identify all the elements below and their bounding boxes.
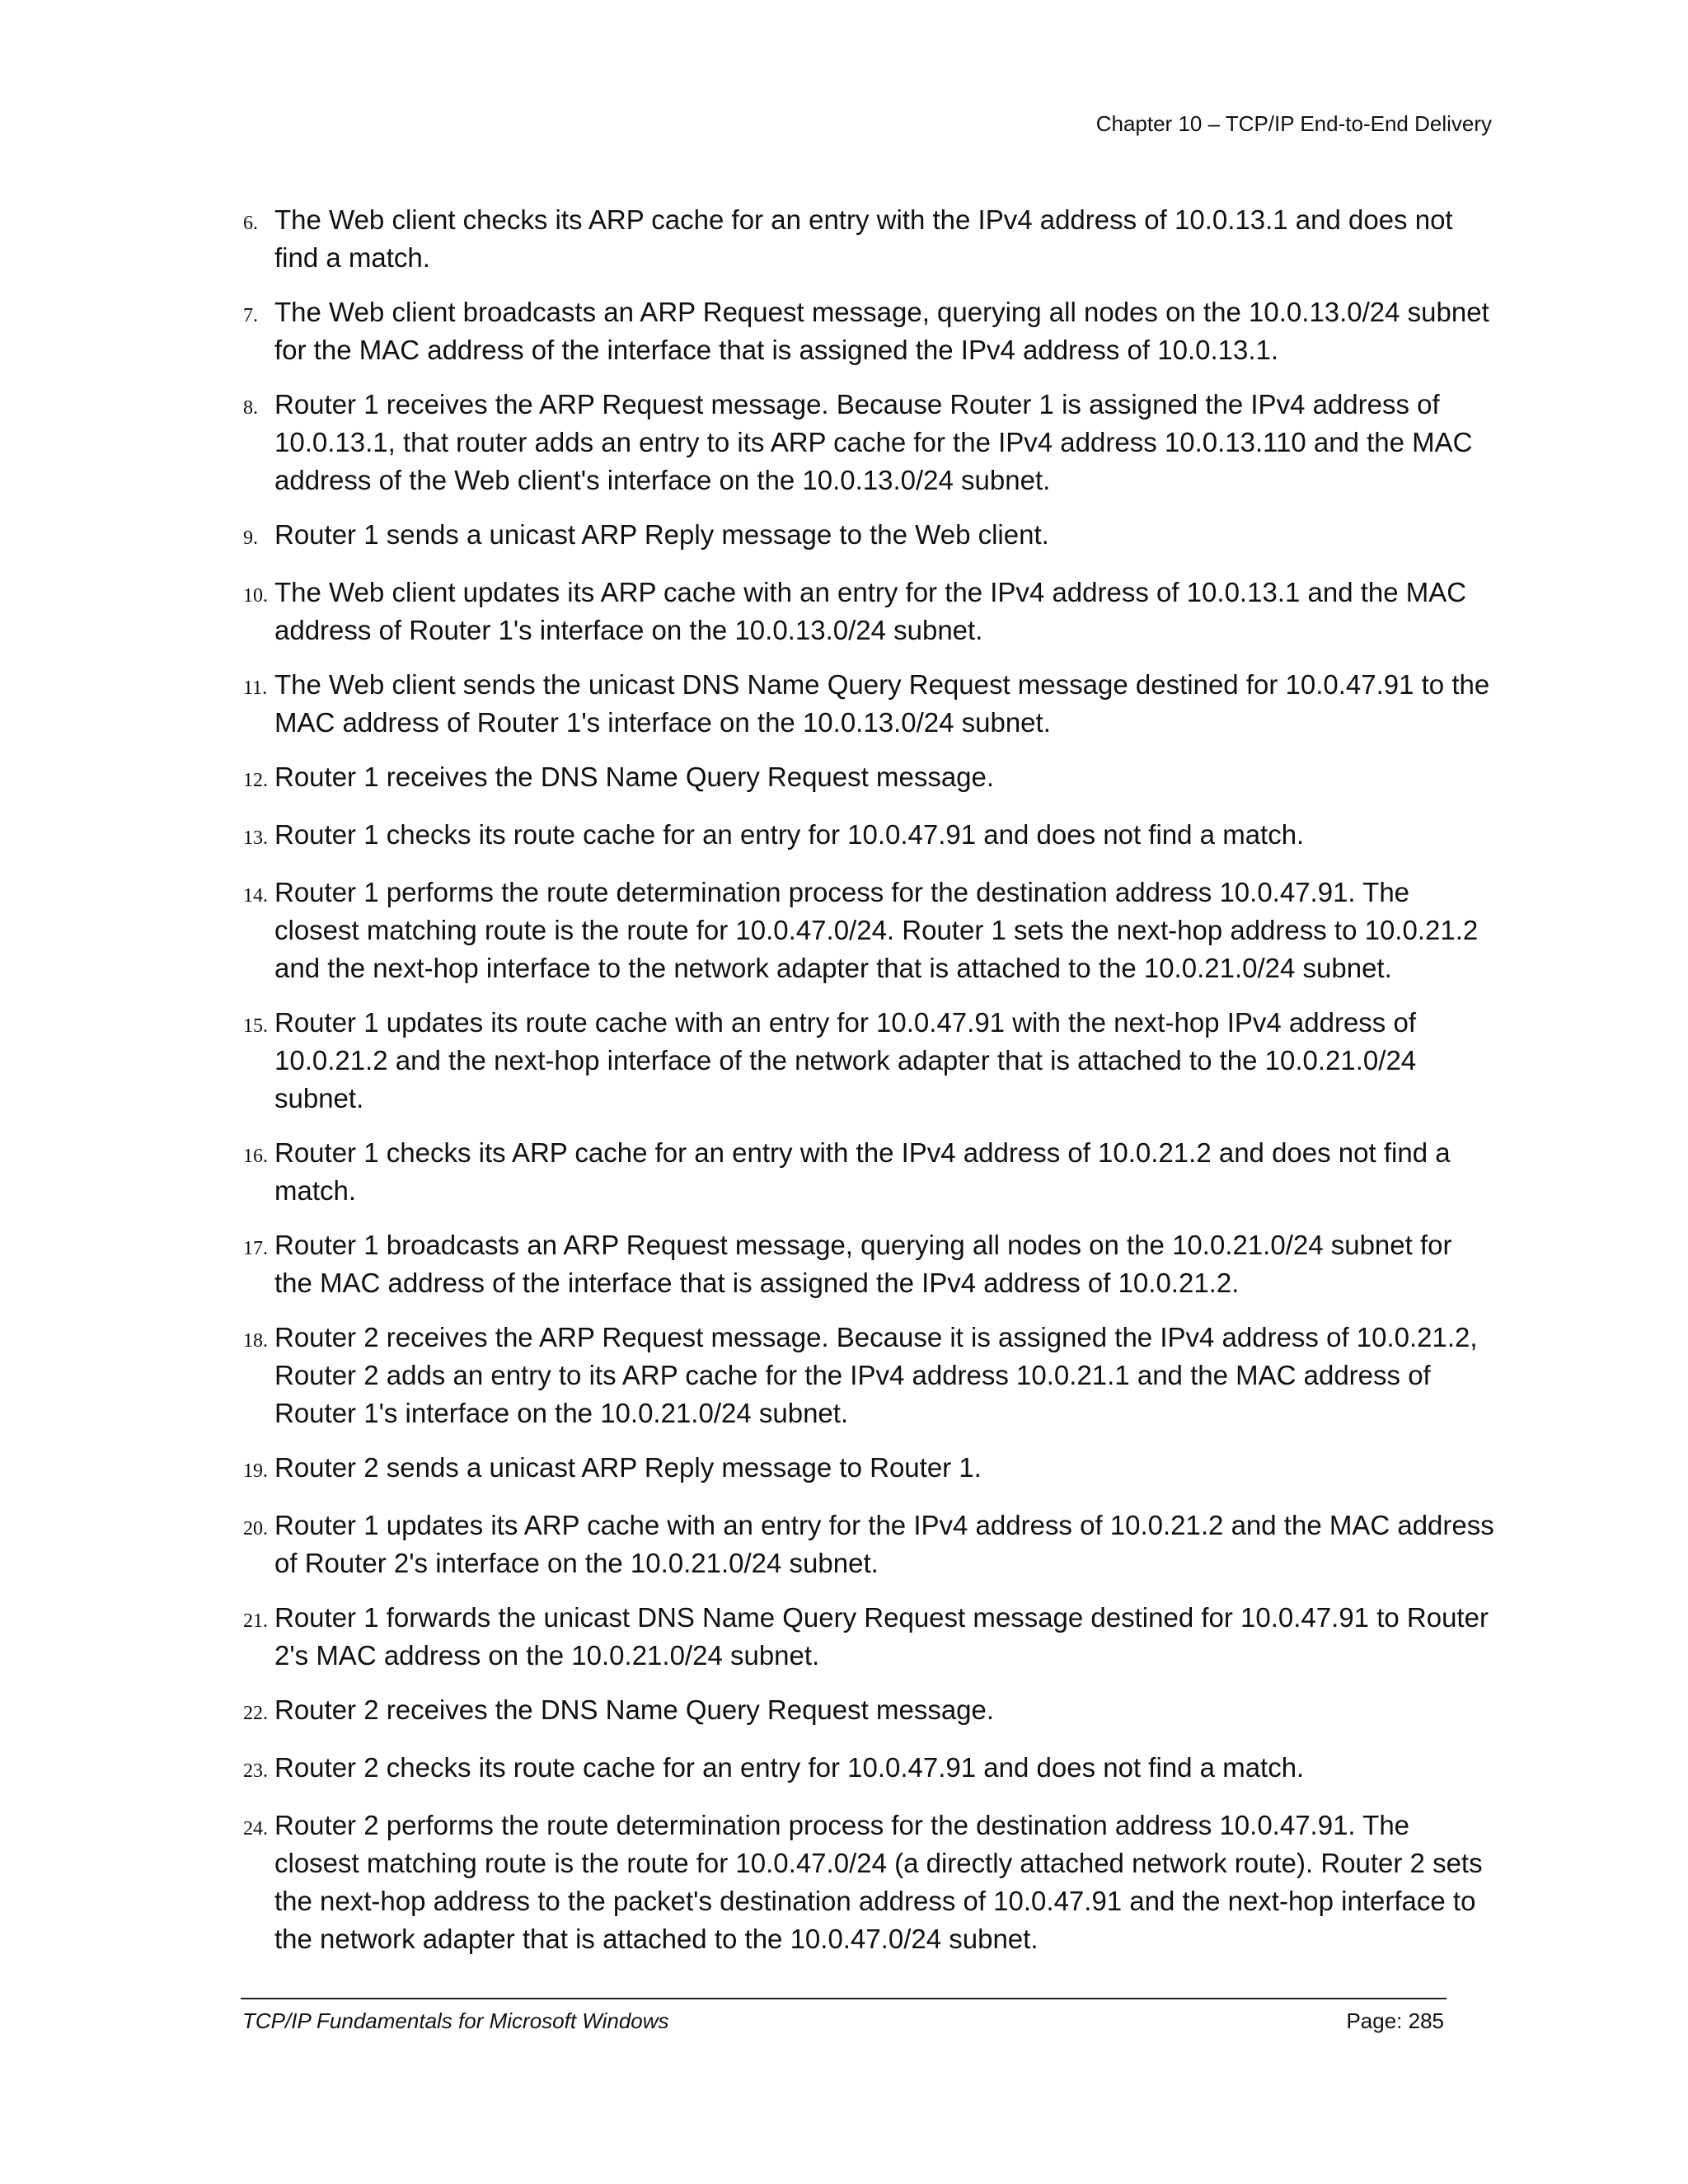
- step-number: 18.: [243, 1330, 268, 1352]
- list-item: [243, 201, 1496, 277]
- step-text: Router 2 checks its route cache for an entry for 10.0.47.91 and does not find a match.: [274, 1752, 1305, 1783]
- list-item: [243, 758, 1496, 799]
- step-number: 21.: [243, 1610, 268, 1632]
- step-number: 23.: [243, 1760, 268, 1782]
- step-text: The Web client checks its ARP cache for an entry with the IPv4 address of 10.0.13.1 and does not find a match.: [274, 204, 1453, 273]
- step-number: 7.: [243, 305, 258, 326]
- list-item: [243, 1691, 1496, 1732]
- step-list: [243, 201, 1496, 1975]
- step-number: 15.: [243, 1015, 268, 1037]
- step-number: 24.: [243, 1818, 268, 1840]
- step-number: 12.: [243, 770, 268, 791]
- step-number: 22.: [243, 1703, 268, 1724]
- step-text: Router 2 performs the route determination process for the destination address 10.0.47.91. The closest matching route is the route for 10.0.47.0/24 (a directly attached network route). Router 2 sets the next-hop address to the packet's destination address of 10.0.47.91 and the next-hop interface to the network adapter that is attached to the 10.0.47.0/24 subnet.: [274, 1810, 1483, 1954]
- step-text: Router 1 performs the route determination process for the destination address 10.0.47.91. The closest matching route is the route for 10.0.47.0/24. Router 1 sets the next-hop address to 10.0.21.2 and the next-hop interface to the network adapter that is attached to the 10.0.21.0/24 subnet.: [274, 877, 1479, 983]
- step-number: 9.: [243, 527, 258, 549]
- step-text: Router 2 receives the DNS Name Query Request message.: [274, 1694, 995, 1725]
- step-number: 20.: [243, 1518, 268, 1540]
- step-text: Router 1 updates its route cache with an entry for 10.0.47.91 with the next-hop IPv4 address of 10.0.21.2 and the next-hop interface of the network adapter that is attached to the 10.0.21.0/24 subnet.: [274, 1007, 1417, 1113]
- step-text: Router 1 receives the ARP Request message. Because Router 1 is assigned the IPv4 address of 10.0.13.1, that router adds an entry to its ARP cache for the IPv4 address 10.0.13.110 and the MAC address of the Web client's interface on the 10.0.13.0/24 subnet.: [274, 389, 1473, 495]
- footer-page-number: Page: 285: [1346, 2008, 1444, 2033]
- list-item: [243, 516, 1496, 557]
- footer-divider: [241, 1998, 1447, 1999]
- step-number: 19.: [243, 1460, 268, 1482]
- list-item: [243, 816, 1496, 857]
- footer-book-title: TCP/IP Fundamentals for Microsoft Windows: [242, 2008, 669, 2033]
- step-number: 16.: [243, 1146, 268, 1167]
- step-number: 10.: [243, 585, 268, 607]
- step-number: 17.: [243, 1238, 268, 1259]
- step-text: Router 1 updates its ARP cache with an entry for the IPv4 address of 10.0.21.2 and the MAC address of Router 2's interface on the 10.0.21.0/24 subnet.: [274, 1510, 1494, 1578]
- step-text: Router 1 checks its route cache for an entry for 10.0.47.91 and does not find a match.: [274, 819, 1305, 850]
- step-text: Router 2 sends a unicast ARP Reply message to Router 1.: [274, 1452, 982, 1483]
- list-item: [243, 1226, 1496, 1302]
- step-text: Router 1 broadcasts an ARP Request message, querying all nodes on the 10.0.21.0/24 subnet for the MAC address of the interface that is assigned the IPv4 address of 10.0.21.2.: [274, 1230, 1452, 1298]
- list-item: [243, 874, 1496, 987]
- step-text: Router 1 forwards the unicast DNS Name Query Request message destined for 10.0.47.91 to Router 2's MAC address on the 10.0.21.0/24 subnet.: [274, 1602, 1489, 1671]
- step-number: 6.: [243, 213, 258, 234]
- list-item: [243, 293, 1496, 369]
- chapter-header: Chapter 10 – TCP/IP End-to-End Delivery: [1095, 111, 1492, 136]
- list-item: [243, 1134, 1496, 1210]
- list-item: [243, 1807, 1496, 1958]
- step-number: 13.: [243, 827, 268, 849]
- step-text: The Web client broadcasts an ARP Request message, querying all nodes on the 10.0.13.0/24 subnet for the MAC address of the interface that is assigned the IPv4 address of 10.0.13.1.: [274, 297, 1489, 365]
- list-item: [243, 666, 1496, 742]
- step-number: 8.: [243, 397, 258, 419]
- step-text: The Web client updates its ARP cache with an entry for the IPv4 address of 10.0.13.1 and the MAC address of Router 1's interface on the 10.0.13.0/24 subnet.: [274, 577, 1467, 645]
- step-text: Router 1 sends a unicast ARP Reply message to the Web client.: [274, 519, 1049, 550]
- list-item: [243, 1004, 1496, 1118]
- list-item: [243, 386, 1496, 499]
- list-item: [243, 1449, 1496, 1490]
- list-item: [243, 1507, 1496, 1582]
- list-item: [243, 1319, 1496, 1432]
- step-text: Router 1 checks its ARP cache for an entry with the IPv4 address of 10.0.21.2 and does not find a match.: [274, 1137, 1451, 1206]
- step-text: The Web client sends the unicast DNS Name Query Request message destined for 10.0.47.91 to the MAC address of Router 1's interface on the 10.0.13.0/24 subnet.: [274, 669, 1490, 738]
- step-text: Router 1 receives the DNS Name Query Request message.: [274, 762, 995, 792]
- step-number: 11.: [243, 677, 268, 699]
- list-item: [243, 1599, 1496, 1675]
- step-number: 14.: [243, 885, 268, 907]
- list-item: [243, 574, 1496, 649]
- step-text: Router 2 receives the ARP Request message. Because it is assigned the IPv4 address of 10.0.21.2, Router 2 adds an entry to its ARP cache for the IPv4 address 10.0.21.1 and the MAC address of Router 1's interface on the 10.0.21.0/24 subnet.: [274, 1322, 1478, 1428]
- list-item: [243, 1749, 1496, 1790]
